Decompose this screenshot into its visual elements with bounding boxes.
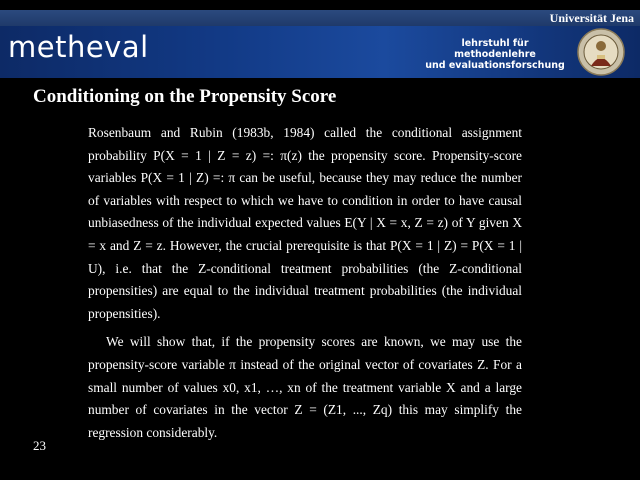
page-number: 23 (33, 438, 46, 453)
chair-name (420, 38, 570, 71)
metheval-logo: metheval (8, 30, 149, 64)
university-seal-icon (577, 28, 625, 76)
paragraph-2: We will show that, if the propensity scores are known, we may use the propensity-score variable π instead of the original vector of covariates Z. For a small number of values x0, x1, …, xn of the treatment variable X and a large number of covariates in the vector Z = (Z1, ..., Zq) this may simplify the regression considerably. (88, 334, 522, 440)
top-strip (0, 0, 640, 10)
chair-line-2: und evaluationsforschung (425, 60, 565, 71)
chair-line-1: lehrstuhl für methodenlehre (454, 38, 536, 60)
slide-body (88, 122, 522, 444)
paragraph-1: Rosenbaum and Rubin (1983b, 1984) called the conditional assignment probability P(X = 1 | Z = z) =: π(z) the propensity score. Propensity-score variables P(X = 1 | Z) =: π can be useful, because they may reduce the number of variables with respect to which we have to condition in order to have causal unbiasedness of the individual expected values E(Y | X = x, Z = z) of Y given X = x and Z = z. However, the crucial prerequisite is that P(X = 1 | Z) = P(X = 1 | U), i.e. that the Z-conditional treatment probabilities (the Z-conditional propensities) are equal to the individual treatment probabilities (the individual propensities). (88, 125, 522, 321)
university-name: Universität Jena (549, 11, 634, 25)
slide-title: Conditioning on the Propensity Score (33, 86, 337, 107)
header-banner (0, 26, 640, 78)
university-bar (0, 10, 640, 26)
